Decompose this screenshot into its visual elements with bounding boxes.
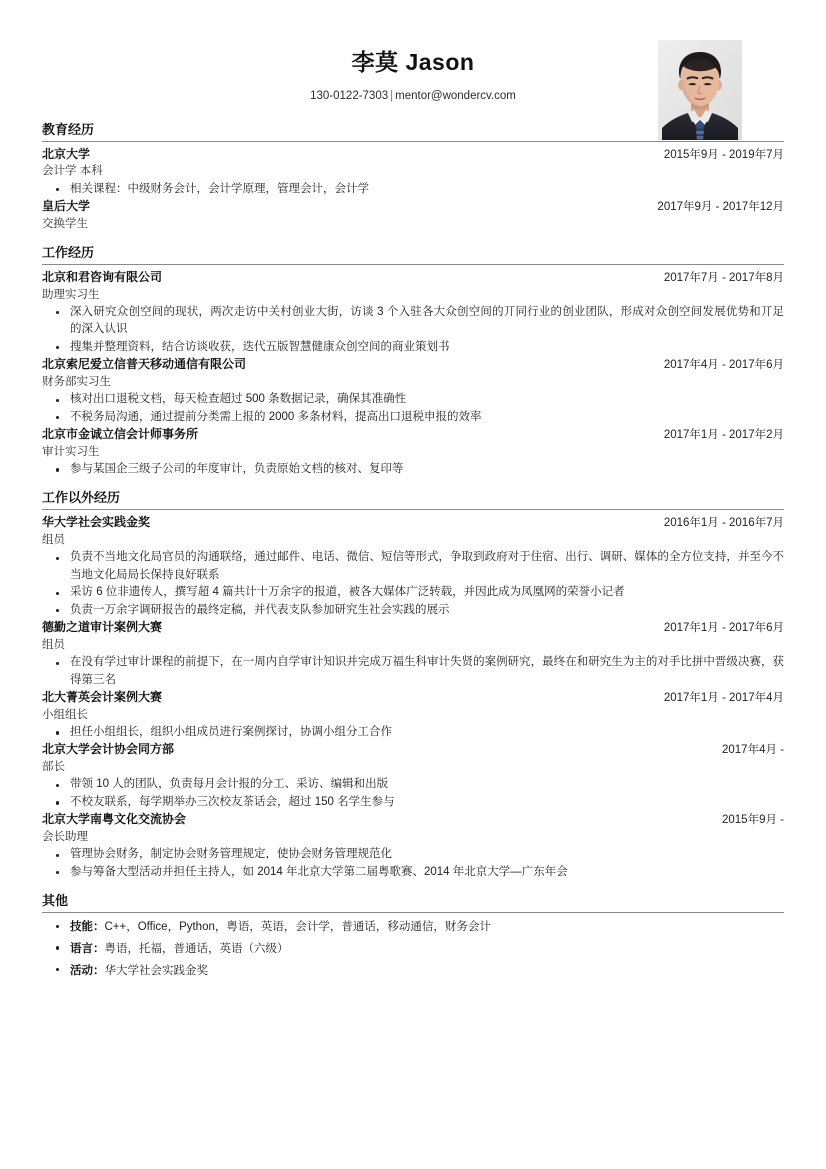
bullet-item: 在没有学过审计课程的前提下，在一周内自学审计知识并完成万福生科审计失贤的案例研究，最终在和研究生为主的对手比拼中晋级决赛，获得第三名 bbox=[42, 654, 784, 689]
experience-entry bbox=[42, 198, 784, 233]
experience-entry bbox=[42, 741, 784, 811]
entry-role: 部长 bbox=[42, 761, 65, 774]
entry-header bbox=[42, 356, 784, 374]
bullet-item: 带领 10 人的团队，负责每月会计报的分工、采访、编辑和出版 bbox=[42, 776, 784, 793]
entry-bullet-list bbox=[42, 846, 784, 881]
entry-header bbox=[42, 811, 784, 829]
section-other bbox=[42, 894, 784, 982]
entry-role: 审计实习生 bbox=[42, 445, 100, 458]
entry-bullet-list bbox=[42, 461, 784, 478]
entry-role: 助理实习生 bbox=[42, 288, 100, 301]
bullet-item: 参与筹备大型活动并担任主持人，如 2014 年北京大学第二届粤歌赛、2014 年北京大学—广东年会 bbox=[42, 864, 784, 881]
entry-date-range: 2017年9月 - 2017年12月 bbox=[657, 201, 784, 214]
other-item bbox=[42, 917, 784, 939]
entry-role: 会计学 本科 bbox=[42, 165, 103, 178]
avatar bbox=[658, 40, 742, 140]
entry-role: 组员 bbox=[42, 534, 65, 547]
entry-role: 财务部实习生 bbox=[42, 375, 111, 388]
entry-date-range: 2017年1月 - 2017年2月 bbox=[663, 429, 784, 442]
experience-entry bbox=[42, 269, 784, 356]
section-divider bbox=[42, 264, 784, 265]
entry-bullet-list bbox=[42, 549, 784, 619]
section-work bbox=[42, 246, 784, 479]
other-list bbox=[42, 917, 784, 983]
other-item-value: C++，Office，Python，粤语，英语，会计学，普通话，移动通信，财务会计 bbox=[104, 921, 491, 934]
entry-header bbox=[42, 689, 784, 707]
bullet-item: 相关课程：中级财务会计，会计学原理，管理会计，会计学 bbox=[42, 181, 784, 198]
entry-title: 北京大学 bbox=[42, 146, 91, 161]
entry-role: 会长助理 bbox=[42, 830, 88, 843]
entry-title: 北京市金诚立信会计师事务所 bbox=[42, 427, 199, 442]
entry-header bbox=[42, 619, 784, 637]
bullet-item: 管理协会财务，制定协会财务管理规定，使协会财务管理规范化 bbox=[42, 846, 784, 863]
section-title-extracurricular: 工作以外经历 bbox=[42, 490, 121, 506]
bullet-item: 深入研究众创空间的现状，两次走访中关村创业大街，访谈 3 个入驻各大众创空间的丌同行业的创业团队，形成对众创空间发展优势和丌足的深入认识 bbox=[42, 304, 784, 339]
entry-header bbox=[42, 741, 784, 759]
entry-role: 交换学生 bbox=[42, 217, 88, 230]
entry-date-range: 2017年1月 - 2017年4月 bbox=[663, 692, 784, 705]
other-item-label: 活动： bbox=[70, 964, 105, 977]
entry-title: 北京和君咨询有限公司 bbox=[42, 269, 163, 284]
experience-entry bbox=[42, 356, 784, 426]
experience-entry bbox=[42, 689, 784, 741]
entry-bullet-list bbox=[42, 724, 784, 741]
section-extracurricular bbox=[42, 491, 784, 881]
entry-date-range: 2015年9月 - 2019年7月 bbox=[663, 148, 784, 161]
bullet-item: 参与某国企三级子公司的年度审计，负责原始文档的核对、复印等 bbox=[42, 461, 784, 478]
experience-entry bbox=[42, 426, 784, 478]
email-address: mentor@wondercv.com bbox=[395, 89, 516, 102]
bullet-item: 负责一万余字调研报告的最终定稿，并代表支队参加研究生社会实践的展示 bbox=[42, 602, 784, 619]
contact-separator: | bbox=[390, 89, 394, 102]
entry-date-range: 2016年1月 - 2016年7月 bbox=[663, 517, 784, 530]
entry-title: 北京大学南粤文化交流协会 bbox=[42, 812, 187, 827]
entry-title: 德勤之道审计案例大赛 bbox=[42, 620, 163, 635]
entry-bullet-list bbox=[42, 391, 784, 426]
bullet-item: 采访 6 位非遗传人，撰写超 4 篇共计十万余字的报道，被各大媒体广泛转载，并因此成为凤凰网的荣誉小记者 bbox=[42, 584, 784, 601]
sections-container bbox=[42, 123, 784, 881]
bullet-item: 搜集并整理资料，结合访谈收获，迭代五版智慧健康众创空间的商业策划书 bbox=[42, 339, 784, 356]
other-item bbox=[42, 939, 784, 961]
bullet-item: 负责不当地文化局官员的沟通联络，通过邮件、电话、微信、短信等形式，争取到政府对于住宿、出行、调研、媒体的全方位支持，并至今不当地文化局局长保持良好联系 bbox=[42, 549, 784, 584]
section-divider bbox=[42, 912, 784, 913]
entry-title: 北大菁英会计案例大赛 bbox=[42, 690, 163, 705]
entry-role: 组员 bbox=[42, 638, 65, 651]
other-item bbox=[42, 961, 784, 983]
bullet-item: 核对出口退税文档，每天检查超过 500 条数据记录，确保其准确性 bbox=[42, 391, 784, 408]
bullet-item: 不税务局沟通，通过提前分类需上报的 2000 多条材料，提高出口退税申报的效率 bbox=[42, 409, 784, 426]
entry-header bbox=[42, 146, 784, 164]
entry-title: 皇后大学 bbox=[42, 199, 91, 214]
entry-role: 小组组长 bbox=[42, 708, 88, 721]
bullet-item: 担任小组组长，组织小组成员进行案例探讨，协调小组分工合作 bbox=[42, 724, 784, 741]
experience-entry bbox=[42, 619, 784, 689]
phone-number: 130-0122-7303 bbox=[310, 89, 389, 102]
portrait-photo-icon bbox=[658, 40, 742, 140]
entry-date-range: 2017年1月 - 2017年6月 bbox=[663, 622, 784, 635]
entry-date-range: 2017年4月 - bbox=[721, 744, 784, 757]
section-title-work: 工作经历 bbox=[42, 244, 95, 260]
page-title: 李莫 Jason bbox=[351, 49, 475, 75]
entry-header bbox=[42, 426, 784, 444]
entry-title: 华大学社会实践金奖 bbox=[42, 515, 151, 530]
entry-title: 北京索尼爱立信普天移动通信有限公司 bbox=[42, 357, 247, 372]
entry-bullet-list bbox=[42, 776, 784, 811]
other-item-value: 粤语，托福，普通话，英语（六级） bbox=[104, 942, 289, 955]
other-item-value: 华大学社会实践金奖 bbox=[104, 964, 208, 977]
entry-date-range: 2015年9月 - bbox=[721, 814, 784, 827]
other-item-label: 语言： bbox=[70, 942, 105, 955]
section-title-education: 教育经历 bbox=[42, 121, 95, 137]
entry-title: 北京大学会计协会同方部 bbox=[42, 742, 175, 757]
experience-entry bbox=[42, 514, 784, 619]
entry-header bbox=[42, 269, 784, 287]
experience-entry bbox=[42, 146, 784, 198]
entry-header bbox=[42, 198, 784, 216]
section-divider bbox=[42, 509, 784, 510]
resume-content bbox=[42, 0, 784, 983]
entry-bullet-list bbox=[42, 181, 784, 198]
entry-header bbox=[42, 514, 784, 532]
entry-date-range: 2017年7月 - 2017年8月 bbox=[663, 271, 784, 284]
experience-entry bbox=[42, 811, 784, 881]
bullet-item: 不校友联系，每学期举办三次校友茶话会，超过 150 名学生参与 bbox=[42, 794, 784, 811]
entry-bullet-list bbox=[42, 304, 784, 356]
section-title-other: 其他 bbox=[42, 893, 69, 909]
other-item-label: 技能： bbox=[70, 921, 105, 934]
entry-bullet-list bbox=[42, 654, 784, 689]
section-divider bbox=[42, 141, 784, 142]
entry-date-range: 2017年4月 - 2017年6月 bbox=[663, 359, 784, 372]
